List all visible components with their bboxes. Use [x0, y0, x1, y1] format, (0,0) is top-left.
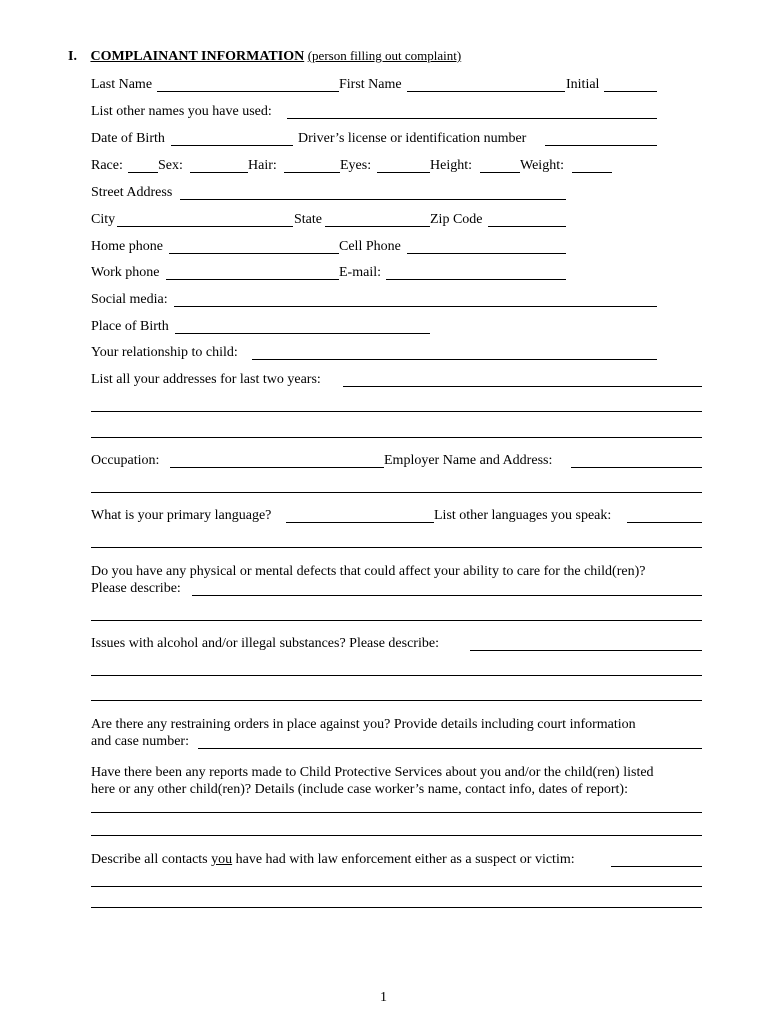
place-of-birth-label: Place of Birth: [91, 319, 169, 334]
eyes-label: Eyes:: [340, 158, 372, 173]
work-phone-field[interactable]: [166, 279, 339, 280]
cps-details-label: here or any other child(ren)? Details (include case worker’s name, contact info, dates of report):: [91, 782, 628, 797]
occupation-field[interactable]: [170, 467, 384, 468]
restraining-field[interactable]: [198, 748, 702, 749]
section-title: COMPLAINANT INFORMATION: [90, 49, 305, 64]
state-field[interactable]: [325, 226, 430, 227]
weight-field[interactable]: [572, 172, 612, 173]
cps-question: Have there been any reports made to Child Protective Services about you and/or the child(ren) listed: [91, 765, 654, 780]
employer-label: Employer Name and Address:: [384, 453, 553, 468]
defects-question: Do you have any physical or mental defects that could affect your ability to care for the child(ren)?: [91, 564, 646, 579]
cps-line-2[interactable]: [91, 835, 702, 836]
restraining-question: Are there any restraining orders in place against you? Provide details including court information: [91, 717, 636, 732]
page-number: 1: [380, 990, 387, 1005]
primary-language-label: What is your primary language?: [91, 508, 272, 523]
eyes-field[interactable]: [377, 172, 430, 173]
law-enforcement-label: [91, 852, 575, 868]
law-enforcement-you: you: [211, 852, 233, 867]
state-label: State: [294, 212, 322, 227]
addresses-line-2[interactable]: [91, 411, 702, 412]
home-phone-field[interactable]: [169, 253, 339, 254]
race-label: Race:: [91, 158, 123, 173]
substances-field[interactable]: [470, 650, 702, 651]
employer-line-2[interactable]: [91, 492, 702, 493]
first-name-label: First Name: [339, 77, 402, 92]
addresses-label: List all your addresses for last two years:: [91, 372, 321, 387]
relationship-field[interactable]: [252, 359, 657, 360]
first-name-field[interactable]: [407, 91, 565, 92]
cell-phone-label: Cell Phone: [339, 239, 401, 254]
section-heading: [68, 48, 461, 65]
addresses-line-3[interactable]: [91, 437, 702, 438]
law-enforcement-field[interactable]: [611, 866, 702, 867]
law-enforcement-line-3[interactable]: [91, 907, 702, 908]
employer-field[interactable]: [571, 467, 702, 468]
last-name-field[interactable]: [157, 91, 339, 92]
dob-field[interactable]: [171, 145, 293, 146]
defects-field[interactable]: [192, 595, 702, 596]
cps-line-1[interactable]: [91, 812, 702, 813]
substances-line-2[interactable]: [91, 675, 702, 676]
social-media-field[interactable]: [174, 306, 657, 307]
other-names-field[interactable]: [287, 118, 657, 119]
sex-field[interactable]: [190, 172, 248, 173]
law-enforcement-pre: Describe all contacts: [91, 852, 212, 867]
email-label: E-mail:: [339, 265, 381, 280]
law-enforcement-post: have had with law enforcement either as a suspect or victim:: [232, 852, 575, 867]
zip-field[interactable]: [488, 226, 566, 227]
social-media-label: Social media:: [91, 292, 168, 307]
height-label: Height:: [430, 158, 472, 173]
other-languages-field[interactable]: [627, 522, 702, 523]
city-label: City: [91, 212, 116, 227]
work-phone-label: Work phone: [91, 265, 160, 280]
languages-line-2[interactable]: [91, 547, 702, 548]
cell-phone-field[interactable]: [407, 253, 566, 254]
hair-label: Hair:: [248, 158, 277, 173]
license-field[interactable]: [545, 145, 657, 146]
initial-label: Initial: [566, 77, 600, 92]
license-label: Driver’s license or identification number: [298, 131, 527, 146]
hair-field[interactable]: [284, 172, 340, 173]
weight-label: Weight:: [520, 158, 564, 173]
email-field[interactable]: [386, 279, 566, 280]
occupation-label: Occupation:: [91, 453, 160, 468]
home-phone-label: Home phone: [91, 239, 163, 254]
initial-field[interactable]: [604, 91, 657, 92]
zip-label: Zip Code: [430, 212, 483, 227]
section-numeral: I.: [68, 49, 77, 64]
city-field[interactable]: [117, 226, 293, 227]
street-field[interactable]: [180, 199, 566, 200]
street-label: Street Address: [91, 185, 173, 200]
relationship-label: Your relationship to child:: [91, 345, 238, 360]
defects-line-2[interactable]: [91, 620, 702, 621]
height-field[interactable]: [480, 172, 520, 173]
other-languages-label: List other languages you speak:: [434, 508, 612, 523]
race-field[interactable]: [128, 172, 158, 173]
other-names-label: List other names you have used:: [91, 104, 272, 119]
restraining-case-label: and case number:: [91, 734, 189, 749]
substances-line-3[interactable]: [91, 700, 702, 701]
section-subtitle: (person filling out complaint): [307, 48, 462, 63]
law-enforcement-line-2[interactable]: [91, 886, 702, 887]
defects-describe-label: Please describe:: [91, 581, 181, 596]
place-of-birth-field[interactable]: [175, 333, 430, 334]
dob-label: Date of Birth: [91, 131, 165, 146]
sex-label: Sex:: [158, 158, 183, 173]
addresses-field[interactable]: [343, 386, 702, 387]
last-name-label: Last Name: [91, 77, 153, 92]
primary-language-field[interactable]: [286, 522, 434, 523]
substances-label: Issues with alcohol and/or illegal substances? Please describe:: [91, 636, 439, 651]
